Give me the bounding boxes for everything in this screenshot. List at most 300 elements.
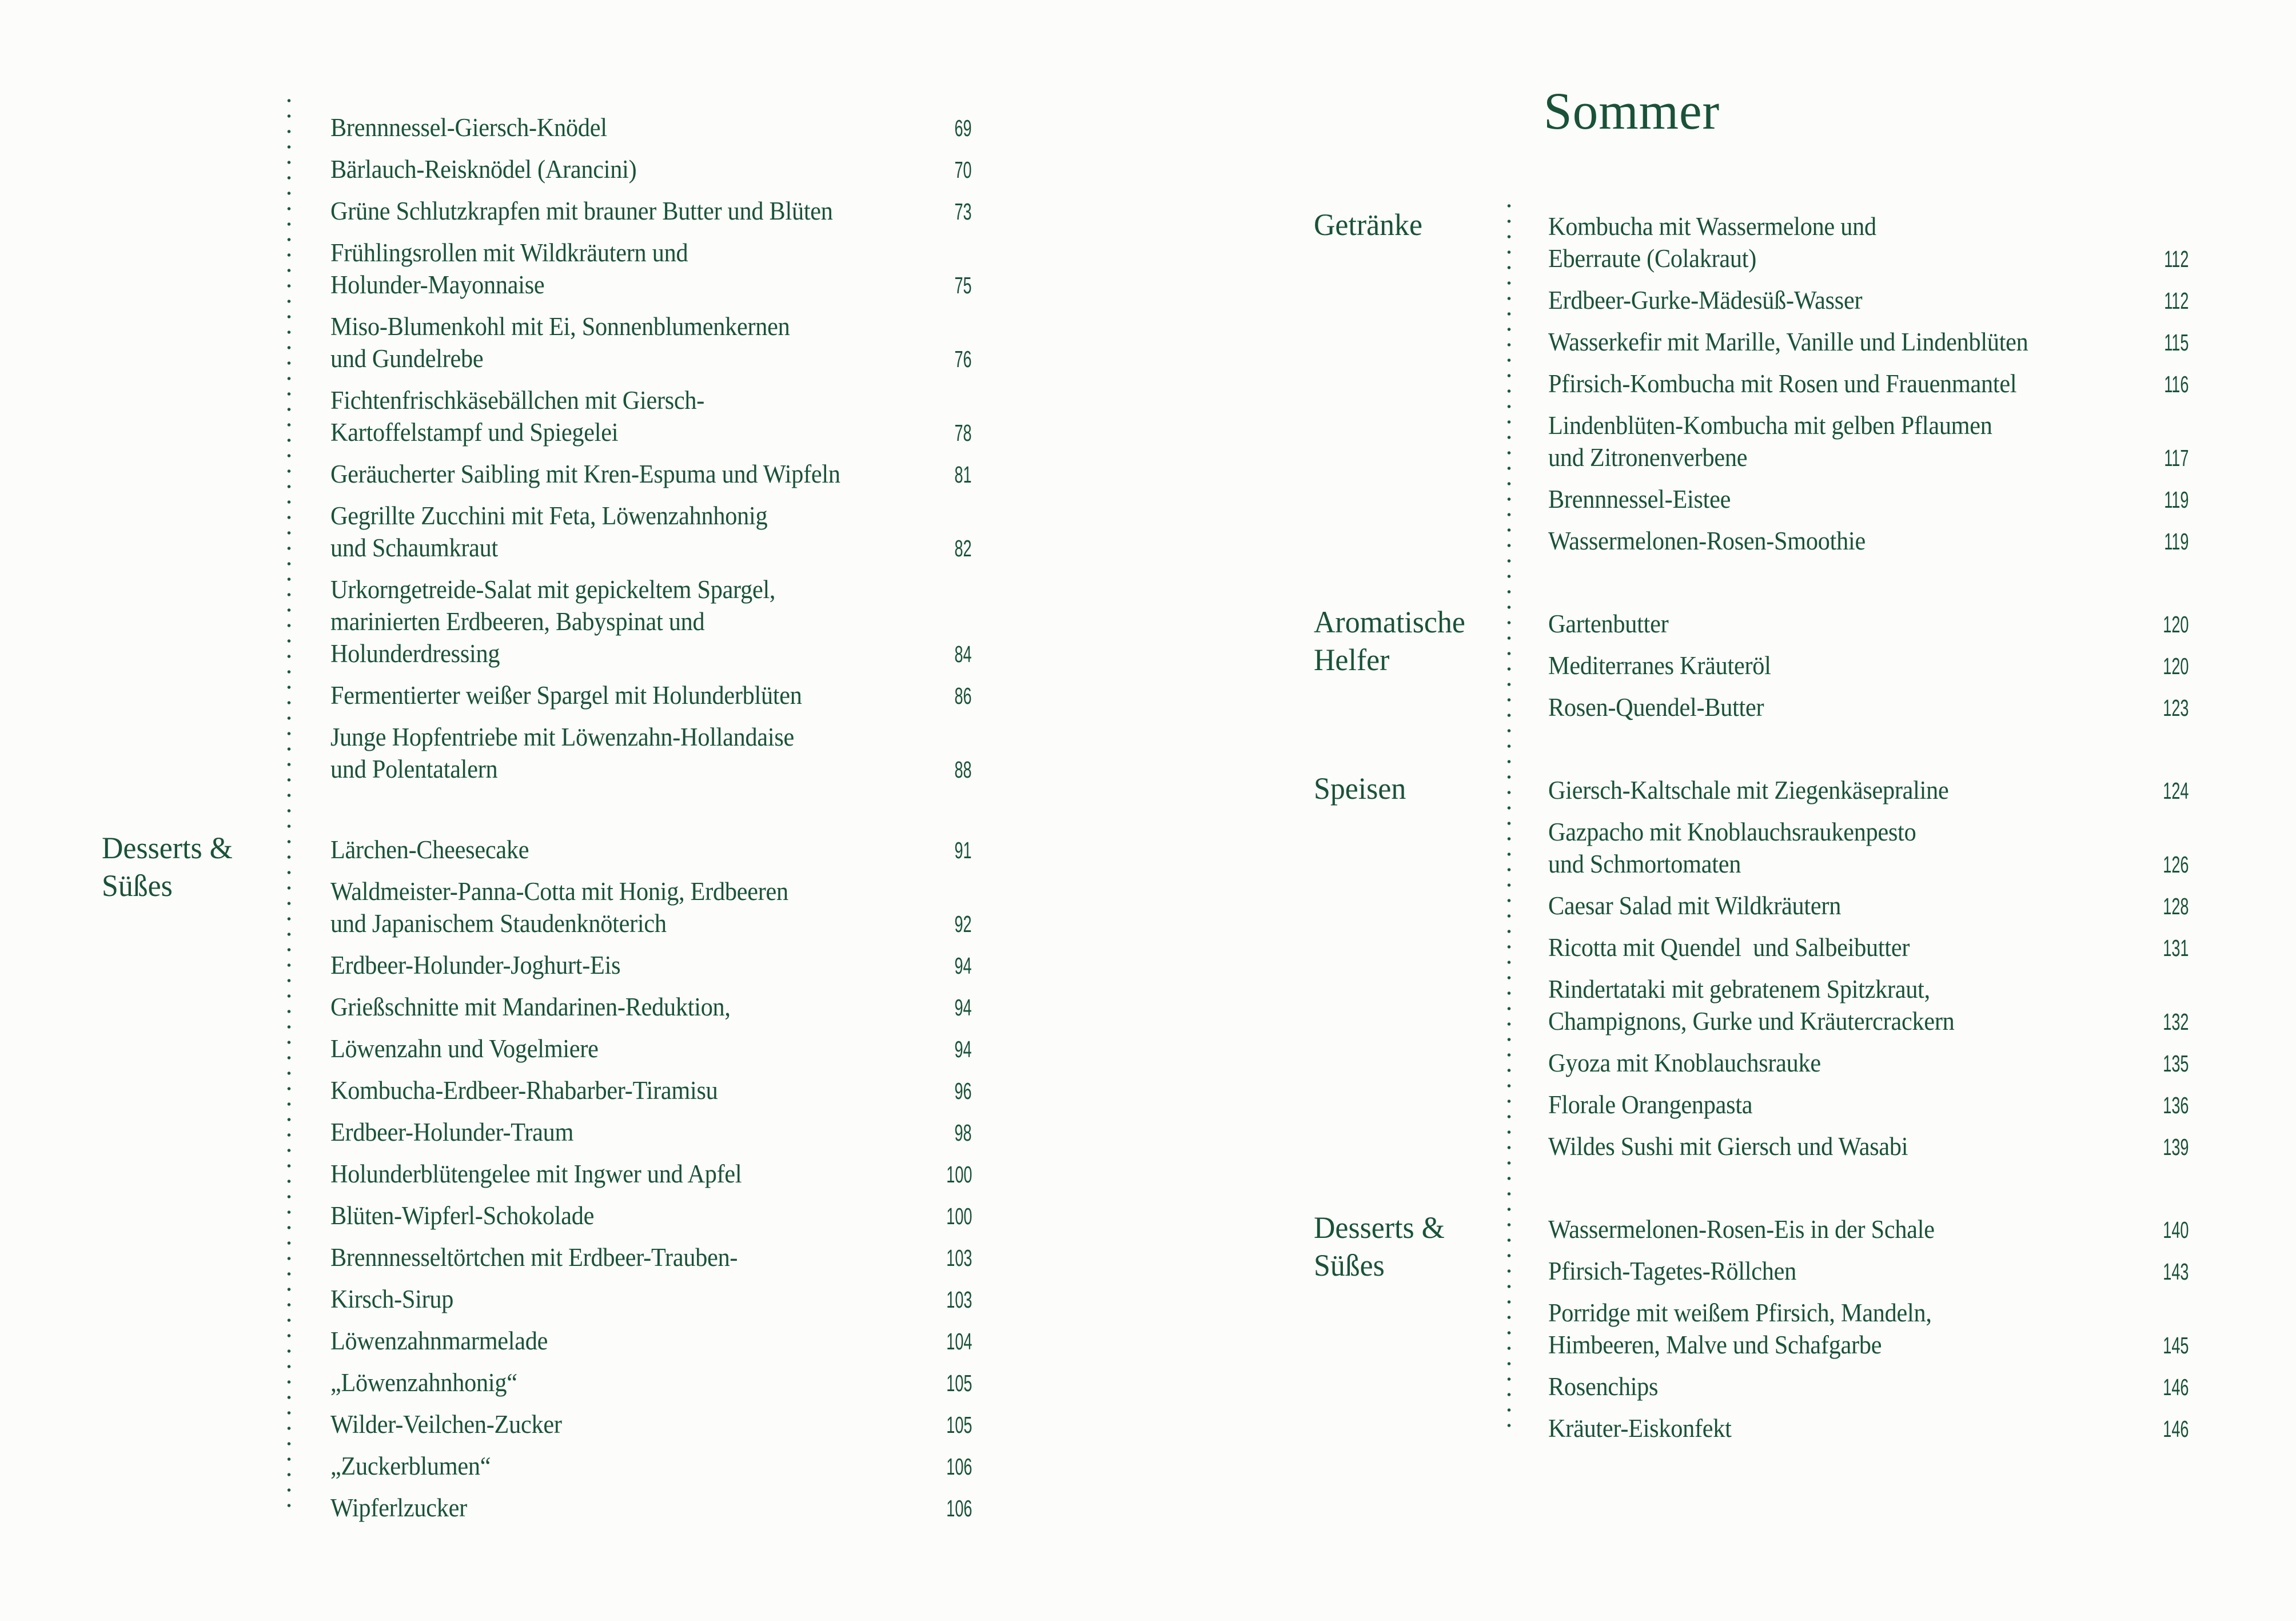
entry-title: Holunderblütengelee mit Ingwer und Apfel <box>330 1160 742 1188</box>
page-number-text: 140 <box>2162 1217 2189 1243</box>
entry-page-number <box>928 343 972 375</box>
entry-page-number <box>2132 775 2189 807</box>
toc-entry <box>1548 1130 2189 1163</box>
page-number-text: 132 <box>2162 1009 2189 1035</box>
page-number-text: 88 <box>954 756 972 783</box>
page-number-text: 86 <box>954 683 972 709</box>
page-number-text: 82 <box>954 535 972 561</box>
page-number-text: 81 <box>954 461 972 488</box>
entry-title: Junge Hopfentriebe mit Löwenzahn-Hollandaise <box>330 723 794 751</box>
entry-page-number <box>2132 1131 2189 1163</box>
toc-entry-line <box>1548 1089 2189 1121</box>
toc-entry-line <box>330 949 972 982</box>
entry-page-number <box>2132 1214 2189 1246</box>
toc-entry-line <box>330 1074 972 1107</box>
toc-entry-line <box>1548 525 2189 557</box>
entry-page-number <box>928 908 972 940</box>
entry-title: Kräuter-Eiskonfekt <box>1548 1414 1732 1443</box>
entry-title: Grießschnitte mit Mandarinen-Reduktion, <box>330 993 731 1021</box>
entry-title: Grüne Schlutzkrapfen mit brauner Butter und Blüten <box>330 197 833 225</box>
entry-title: Frühlingsrollen mit Wildkräutern und <box>330 238 688 267</box>
page-number-text: 115 <box>2163 329 2189 356</box>
toc-entry <box>330 458 972 491</box>
page-number-text: 103 <box>946 1245 972 1271</box>
toc-entry-line <box>330 500 972 532</box>
entry-page-number <box>916 1451 972 1483</box>
entry-title: Gazpacho mit Knoblauchsraukenpesto <box>1548 818 1916 846</box>
toc-entry-line <box>1548 1130 2189 1163</box>
entry-page-number <box>2134 243 2189 275</box>
page-number-text: 124 <box>2162 778 2189 804</box>
entry-title: Gartenbutter <box>1548 610 1669 638</box>
toc-entry-line <box>1548 973 2189 1005</box>
toc-entry-line <box>1548 650 2189 682</box>
entry-page-number <box>2132 1256 2189 1288</box>
toc-entry-line <box>1548 774 2189 807</box>
toc-entry-line <box>330 875 972 907</box>
page-number-text: 146 <box>2162 1416 2189 1442</box>
entry-title: Mediterranes Kräuteröl <box>1548 651 1771 680</box>
entry-title: Florale Orangenpasta <box>1548 1090 1753 1119</box>
entry-title: Lärchen-Cheesecake <box>330 835 529 864</box>
toc-entry-line <box>1548 368 2189 400</box>
toc-entry-line <box>330 1283 972 1316</box>
entry-title: „Zuckerblumen“ <box>330 1452 491 1480</box>
toc-entry <box>1548 1089 2189 1121</box>
section-label-line: Helfer <box>1314 643 1390 677</box>
toc-entry-line <box>330 384 972 416</box>
toc-entry <box>1548 409 2189 474</box>
toc-entry <box>1548 890 2189 922</box>
entry-title: Himbeeren, Malve und Schafgarbe <box>1548 1331 1882 1359</box>
entry-title: Holunder-Mayonnaise <box>330 270 545 299</box>
toc-entry <box>1548 816 2189 881</box>
entry-page-number <box>928 532 972 564</box>
entry-page-number <box>916 1492 972 1524</box>
toc-entry <box>330 1367 972 1399</box>
entry-title: Wasserkefir mit Marille, Vanille und Lindenblüten <box>1548 328 2028 356</box>
entry-page-number <box>928 950 972 982</box>
toc-entry <box>1548 525 2189 557</box>
entry-title: Kombucha mit Wassermelone und <box>1548 212 1876 241</box>
toc-entry <box>1548 1412 2189 1445</box>
entry-page-number <box>2132 1089 2189 1121</box>
page-number-text: 92 <box>954 911 972 937</box>
toc-entry-line <box>1548 890 2189 922</box>
section-label <box>102 829 330 1534</box>
page-number-text: 136 <box>2162 1092 2189 1118</box>
toc-entry <box>1548 931 2189 964</box>
entry-title: Ricotta mit Quendel und Salbeibutter <box>1548 933 1910 962</box>
entry-title: Eberraute (Colakraut) <box>1548 244 1757 273</box>
toc-entry-line <box>330 1158 972 1190</box>
toc-entry <box>1548 1297 2189 1361</box>
entry-page-number <box>928 991 972 1023</box>
toc-entry <box>1548 1255 2189 1288</box>
entry-title: marinierten Erdbeeren, Babyspinat und <box>330 607 705 636</box>
entry-page-number <box>2134 525 2189 557</box>
page-number-text: 73 <box>954 198 972 225</box>
entry-page-number <box>916 1367 972 1399</box>
entry-title: Porridge mit weißem Pfirsich, Mandeln, <box>1548 1299 1932 1327</box>
toc-entry-line <box>330 1116 972 1149</box>
toc-entry-line <box>1548 816 2189 848</box>
toc-entry <box>330 1283 972 1316</box>
toc-entry-line <box>1548 1329 2189 1361</box>
page-number-text: 120 <box>2162 611 2189 638</box>
entry-title: Brennnessel-Giersch-Knödel <box>330 113 607 142</box>
entry-title: Fichtenfrischkäsebällchen mit Giersch- <box>330 386 705 415</box>
page-number-text: 112 <box>2163 288 2189 314</box>
toc-entry-line <box>330 1492 972 1524</box>
page-number-text: 94 <box>954 953 972 979</box>
entry-page-number <box>2134 326 2189 359</box>
entry-title: „Löwenzahnhonig“ <box>330 1368 517 1397</box>
toc-section <box>102 831 973 1534</box>
entry-page-number <box>928 154 972 186</box>
section-label-line: Süßes <box>1314 1248 1385 1283</box>
page-number-text: 143 <box>2162 1258 2189 1285</box>
entry-page-number <box>928 1075 972 1107</box>
entry-page-number <box>2132 890 2189 922</box>
right-toc-column <box>1314 210 2190 1454</box>
page-number-text: 135 <box>2162 1050 2189 1077</box>
toc-entry-line <box>330 153 972 186</box>
section-label <box>102 107 330 795</box>
toc-section <box>1314 1210 2190 1454</box>
toc-entry <box>330 875 972 940</box>
entry-title: Wassermelonen-Rosen-Smoothie <box>1548 527 1866 555</box>
entry-list <box>1548 1213 2189 1454</box>
page-number-text: 84 <box>954 641 972 667</box>
toc-entry <box>1548 1047 2189 1080</box>
toc-entry-line <box>330 532 972 564</box>
entry-title: Brennnessel-Eistee <box>1548 485 1731 513</box>
entry-page-number <box>2134 368 2189 400</box>
entry-title: Geräucherter Saibling mit Kren-Espuma und Wipfeln <box>330 460 840 488</box>
toc-entry-line <box>1548 1255 2189 1288</box>
toc-entry <box>330 1033 972 1065</box>
entry-page-number <box>916 1409 972 1441</box>
entry-title: und Zitronenverbene <box>1548 443 1748 472</box>
toc-entry-line <box>1548 691 2189 724</box>
page-number-text: 94 <box>954 1036 972 1062</box>
toc-entry-line <box>330 1450 972 1483</box>
entry-title: Bärlauch-Reisknödel (Arancini) <box>330 155 637 184</box>
toc-entry <box>330 991 972 1023</box>
entry-page-number <box>928 638 972 670</box>
toc-entry-line <box>1548 1371 2189 1403</box>
toc-entry <box>1548 650 2189 682</box>
section-label-line: Speisen <box>1314 771 1406 806</box>
toc-section <box>1314 605 2190 733</box>
page-number-text: 120 <box>2162 653 2189 679</box>
entry-page-number <box>2132 1413 2189 1445</box>
toc-entry-line <box>330 458 972 491</box>
toc-entry-line <box>330 753 972 786</box>
entry-page-number <box>2132 1329 2189 1361</box>
page-number-text: 145 <box>2162 1332 2189 1359</box>
page-number-text: 75 <box>954 272 972 298</box>
toc-entry <box>330 310 972 375</box>
page-number-text: 119 <box>2163 487 2189 513</box>
section-label-line: Aromatische <box>1314 605 1465 639</box>
toc-entry <box>1548 608 2189 640</box>
entry-page-number <box>2134 285 2189 317</box>
entry-title: Fermentierter weißer Spargel mit Holunderblüten <box>330 681 802 710</box>
toc-entry <box>330 834 972 866</box>
toc-entry <box>1548 210 2189 275</box>
toc-entry <box>330 1450 972 1483</box>
entry-title: Kombucha-Erdbeer-Rhabarber-Tiramisu <box>330 1076 718 1105</box>
toc-entry-line <box>330 721 972 753</box>
entry-page-number <box>2132 608 2189 640</box>
toc-entry-line <box>330 342 972 375</box>
toc-entry-line <box>330 416 972 449</box>
toc-entry-line <box>330 1241 972 1274</box>
page-number-text: 106 <box>946 1495 972 1522</box>
toc-entry <box>330 679 972 712</box>
toc-entry-line <box>330 1367 972 1399</box>
toc-entry <box>330 1116 972 1149</box>
entry-title: und Polentatalern <box>330 755 498 783</box>
toc-entry <box>330 1408 972 1441</box>
entry-page-number <box>928 680 972 712</box>
page-number-text: 131 <box>2162 935 2189 961</box>
entry-page-number <box>2132 1048 2189 1080</box>
entry-title: Wassermelonen-Rosen-Eis in der Schale <box>1548 1215 1935 1244</box>
entry-page-number <box>928 834 972 866</box>
toc-entry <box>330 721 972 786</box>
toc-entry-line <box>330 907 972 940</box>
entry-title: Erdbeer-Gurke-Mädesüß-Wasser <box>1548 286 1863 314</box>
page-number-text: 76 <box>954 346 972 372</box>
page-number-text: 96 <box>954 1078 972 1104</box>
toc-entry-line <box>330 638 972 670</box>
toc-entry-line <box>330 606 972 638</box>
toc-entry-line <box>1548 1297 2189 1329</box>
toc-entry-line <box>330 269 972 301</box>
toc-entry <box>330 1325 972 1357</box>
entry-title: Champignons, Gurke und Kräutercrackern <box>1548 1007 1955 1035</box>
toc-entry <box>330 384 972 449</box>
toc-entry <box>330 1492 972 1524</box>
toc-section <box>1314 771 2190 1172</box>
toc-entry-line <box>1548 1047 2189 1080</box>
page-number-text: 94 <box>954 994 972 1021</box>
section-label <box>1314 770 1548 1172</box>
entry-title: und Gundelrebe <box>330 344 484 373</box>
section-label <box>1314 1209 1548 1454</box>
toc-entry-line <box>330 679 972 712</box>
page-number-text: 112 <box>2163 246 2189 272</box>
toc-entry-line <box>330 237 972 269</box>
page-number-text: 104 <box>946 1328 972 1355</box>
toc-entry-line <box>330 1408 972 1441</box>
page-number-text: 103 <box>946 1287 972 1313</box>
toc-entry-line <box>330 573 972 606</box>
entry-title: Rindertataki mit gebratenem Spitzkraut, <box>1548 975 1930 1003</box>
entry-title: Wildes Sushi mit Giersch und Wasabi <box>1548 1132 1908 1161</box>
toc-entry <box>1548 284 2189 317</box>
toc-entry-line <box>1548 284 2189 317</box>
toc-entry-line <box>1548 1005 2189 1038</box>
entry-page-number <box>928 196 972 228</box>
page-number-text: 105 <box>946 1412 972 1438</box>
toc-entry-line <box>1548 608 2189 640</box>
page-number-text: 98 <box>954 1120 972 1146</box>
entry-title: Kirsch-Sirup <box>330 1285 454 1313</box>
toc-entry <box>330 949 972 982</box>
entry-page-number <box>928 112 972 144</box>
entry-page-number <box>928 1117 972 1149</box>
page-number-text: 69 <box>954 115 972 141</box>
page-number-text: 105 <box>946 1370 972 1396</box>
entry-title: Gyoza mit Knoblauchsrauke <box>1548 1049 1821 1077</box>
toc-entry <box>330 1074 972 1107</box>
toc-entry-line <box>1548 931 2189 964</box>
toc-entry-line <box>330 991 972 1023</box>
toc-entry-line <box>330 1033 972 1065</box>
entry-title: Erdbeer-Holunder-Joghurt-Eis <box>330 951 621 979</box>
page-number-text: 117 <box>2163 445 2189 471</box>
toc-entry <box>1548 1371 2189 1403</box>
page-number-text: 139 <box>2162 1134 2189 1160</box>
entry-page-number <box>2132 1371 2189 1403</box>
toc-entry <box>1548 774 2189 807</box>
page-number-text: 106 <box>946 1453 972 1480</box>
entry-page-number <box>2132 1006 2189 1038</box>
toc-entry <box>1548 326 2189 359</box>
toc-entry-line <box>1548 210 2189 242</box>
entry-title: Holunderdressing <box>330 639 500 668</box>
entry-page-number <box>2132 849 2189 881</box>
toc-entry-line <box>1548 242 2189 275</box>
entry-title: Löwenzahnmarmelade <box>330 1327 548 1355</box>
page-number-text: 100 <box>946 1203 972 1229</box>
toc-entry-line <box>1548 1213 2189 1246</box>
entry-page-number <box>916 1325 972 1357</box>
entry-title: und Schmortomaten <box>1548 850 1741 878</box>
left-toc-column <box>102 111 973 1534</box>
entry-title: Rosen-Quendel-Butter <box>1548 693 1764 722</box>
page-number-text: 70 <box>954 157 972 183</box>
entry-title: und Japanischem Staudenknöterich <box>330 909 667 938</box>
page-number-text: 91 <box>954 837 972 863</box>
toc-entry <box>1548 973 2189 1038</box>
toc-entry-line <box>1548 409 2189 441</box>
toc-entry-line <box>1548 848 2189 881</box>
toc-entry-line <box>330 1325 972 1357</box>
page-number-text: 119 <box>2163 528 2189 555</box>
entry-list <box>330 111 972 795</box>
entry-title: Wilder-Veilchen-Zucker <box>330 1410 562 1439</box>
toc-entry <box>1548 483 2189 516</box>
entry-page-number <box>928 1033 972 1065</box>
entry-page-number <box>916 1242 972 1274</box>
entry-page-number <box>928 269 972 301</box>
page-number-text: 116 <box>2163 371 2189 397</box>
page-number-text: 123 <box>2162 695 2189 721</box>
toc-entry-line <box>1548 441 2189 474</box>
entry-title: Lindenblüten-Kombucha mit gelben Pflaumen <box>1548 411 1992 440</box>
section-label-line: Desserts & <box>102 831 233 865</box>
entry-title: Giersch-Kaltschale mit Ziegenkäsepraline <box>1548 776 1949 804</box>
entry-page-number <box>2134 442 2189 474</box>
toc-entry-line <box>330 195 972 228</box>
entry-list <box>330 834 972 1534</box>
entry-title: Löwenzahn und Vogelmiere <box>330 1034 599 1063</box>
entry-list <box>1548 608 2189 733</box>
page-number-text: 100 <box>946 1161 972 1188</box>
entry-page-number <box>916 1200 972 1232</box>
section-label-line: Süßes <box>102 869 173 903</box>
page-number-text: 146 <box>2162 1374 2189 1400</box>
toc-entry-line <box>1548 483 2189 516</box>
page-title-sommer: Sommer <box>1544 82 1720 140</box>
toc-entry-line <box>330 111 972 144</box>
toc-section <box>1314 210 2190 567</box>
toc-entry <box>330 195 972 228</box>
toc-entry <box>330 237 972 301</box>
entry-title: Brennnesseltörtchen mit Erdbeer-Trauben- <box>330 1243 738 1272</box>
entry-page-number <box>928 459 972 491</box>
entry-page-number <box>2132 650 2189 682</box>
toc-entry <box>330 153 972 186</box>
page-number-text: 126 <box>2162 851 2189 878</box>
section-label-line: Getränke <box>1314 208 1422 242</box>
entry-page-number <box>2132 932 2189 964</box>
toc-entry-line <box>1548 326 2189 359</box>
entry-page-number <box>916 1284 972 1316</box>
entry-title: Pfirsich-Tagetes-Röllchen <box>1548 1257 1797 1285</box>
entry-title: Wipferlzucker <box>330 1493 467 1522</box>
entry-title: Caesar Salad mit Wildkräutern <box>1548 891 1841 920</box>
entry-title: Erdbeer-Holunder-Traum <box>330 1118 574 1146</box>
toc-section <box>102 111 973 795</box>
entry-list <box>1548 774 2189 1172</box>
entry-page-number <box>928 754 972 786</box>
toc-entry-line <box>1548 1412 2189 1445</box>
entry-title: Urkorngetreide-Salat mit gepickeltem Spargel, <box>330 575 776 604</box>
entry-page-number <box>916 1158 972 1190</box>
toc-entry-line <box>330 1200 972 1232</box>
entry-page-number <box>2132 692 2189 724</box>
entry-list <box>1548 210 2189 567</box>
toc-entry <box>330 1158 972 1190</box>
page-number-text: 128 <box>2162 893 2189 919</box>
entry-title: Kartoffelstampf und Spiegelei <box>330 418 619 447</box>
toc-entry <box>330 500 972 564</box>
entry-title: Rosenchips <box>1548 1372 1659 1401</box>
entry-title: Pfirsich-Kombucha mit Rosen und Frauenmantel <box>1548 369 2017 398</box>
toc-entry <box>330 111 972 144</box>
entry-page-number <box>2134 484 2189 516</box>
entry-title: Blüten-Wipferl-Schokolade <box>330 1201 595 1230</box>
entry-page-number <box>928 417 972 449</box>
page-number-text: 78 <box>954 420 972 446</box>
toc-entry <box>1548 368 2189 400</box>
entry-title: Gegrillte Zucchini mit Feta, Löwenzahnhonig <box>330 501 768 530</box>
toc-entry <box>330 1200 972 1232</box>
entry-title: Miso-Blumenkohl mit Ei, Sonnenblumenkernen <box>330 312 790 341</box>
section-label-line: Desserts & <box>1314 1210 1445 1245</box>
entry-title: und Schaumkraut <box>330 533 498 562</box>
toc-entry <box>330 1241 972 1274</box>
toc-entry-line <box>330 310 972 342</box>
entry-title: Waldmeister-Panna-Cotta mit Honig, Erdbeeren <box>330 877 788 906</box>
section-label <box>1314 603 1548 733</box>
